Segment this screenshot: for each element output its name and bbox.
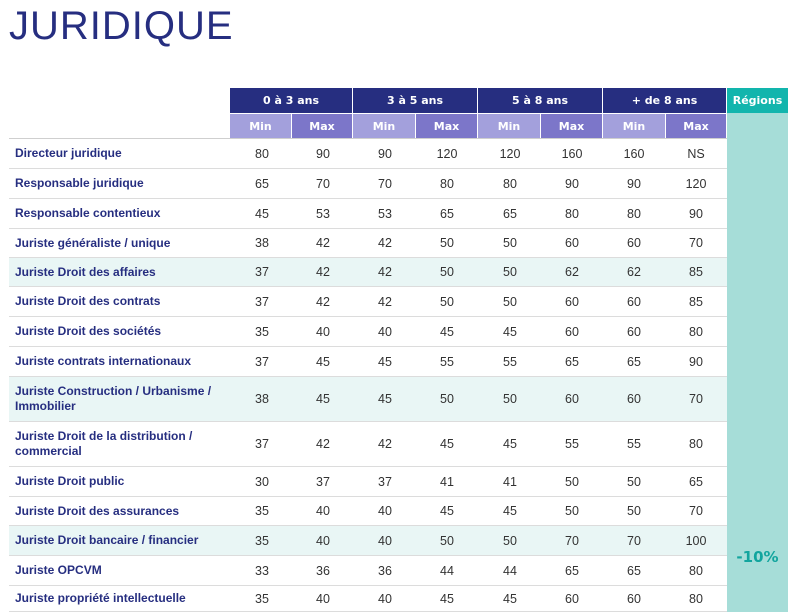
salary-cell: 65: [255, 176, 269, 191]
salary-cell: 50: [440, 533, 454, 548]
salary-cell: 44: [503, 563, 517, 578]
salary-cell: 45: [503, 324, 517, 339]
salary-cell: 53: [316, 206, 330, 221]
band-header-0-3: 0 à 3 ans: [230, 88, 352, 113]
salary-cell: 80: [627, 206, 641, 221]
salary-cell: 80: [255, 146, 269, 161]
sub-header-max: Max: [416, 114, 477, 138]
sub-header-min: Min: [230, 114, 291, 138]
salary-cell: 50: [440, 392, 454, 406]
salary-cell: 40: [316, 591, 330, 606]
salary-cell: 60: [565, 324, 579, 339]
salary-cell: 80: [689, 563, 703, 578]
salary-cell: 35: [255, 591, 269, 606]
table-row: [9, 422, 727, 467]
salary-cell: 50: [440, 265, 454, 279]
table-row: [9, 586, 727, 612]
salary-cell: 50: [503, 236, 517, 250]
salary-cell: 53: [378, 206, 392, 221]
salary-cell: 45: [255, 206, 269, 221]
salary-cell: 45: [503, 437, 517, 451]
salary-cell: 37: [255, 437, 269, 451]
salary-cell: 35: [255, 324, 269, 339]
row-label: Juriste Droit des affaires: [15, 264, 156, 279]
salary-cell: 40: [378, 533, 392, 548]
salary-cell: 36: [316, 563, 330, 578]
salary-cell: 41: [503, 474, 517, 489]
sub-header-max: Max: [666, 114, 726, 138]
salary-cell: NS: [687, 146, 705, 161]
salary-cell: 50: [440, 294, 454, 309]
salary-cell: 38: [255, 392, 269, 406]
salary-cell: 40: [378, 324, 392, 339]
regions-column: [727, 88, 788, 612]
salary-cell: 38: [255, 236, 269, 250]
salary-cell: 45: [378, 392, 392, 406]
salary-cell: 36: [378, 563, 392, 578]
salary-cell: 80: [689, 591, 703, 606]
salary-cell: 45: [316, 354, 330, 369]
salary-cell: 65: [565, 354, 579, 369]
row-label: Responsable juridique: [15, 176, 144, 190]
salary-cell: 70: [689, 392, 703, 406]
salary-cell: 80: [440, 176, 454, 191]
salary-cell: 65: [627, 563, 641, 578]
salary-cell: 42: [378, 265, 392, 279]
sub-header-min: Min: [353, 114, 415, 138]
salary-cell: 100: [685, 533, 707, 548]
salary-cell: 37: [255, 354, 269, 369]
salary-cell: 65: [627, 354, 641, 369]
salary-cell: 120: [499, 146, 521, 161]
sub-header-min: Min: [478, 114, 540, 138]
salary-cell: 60: [565, 392, 579, 406]
salary-cell: 55: [627, 437, 641, 451]
salary-cell: 90: [565, 176, 579, 191]
salary-cell: 90: [378, 146, 392, 161]
salary-cell: 37: [378, 474, 392, 489]
salary-cell: 55: [503, 354, 517, 369]
salary-cell: 70: [565, 533, 579, 548]
salary-cell: 45: [378, 354, 392, 369]
salary-cell: 50: [503, 294, 517, 309]
salary-cell: 65: [689, 474, 703, 489]
table-row: [9, 229, 727, 258]
regions-header: Régions: [727, 88, 788, 113]
band-header-3-5: 3 à 5 ans: [353, 88, 477, 113]
table-row: [9, 169, 727, 199]
salary-cell: 40: [378, 591, 392, 606]
row-label: Juriste Droit public: [15, 474, 125, 488]
salary-cell: 37: [255, 265, 269, 279]
salary-cell: 90: [689, 206, 703, 221]
salary-cell: 45: [316, 392, 330, 406]
salary-cell: 120: [685, 176, 707, 191]
sub-header-max: Max: [541, 114, 602, 138]
salary-cell: 42: [316, 236, 330, 250]
salary-cell: 90: [316, 146, 330, 161]
band-header-5-8: 5 à 8 ans: [478, 88, 602, 113]
salary-cell: 50: [503, 392, 517, 406]
row-label: Juriste Droit de la distribution / commercial: [15, 429, 193, 458]
salary-cell: 50: [503, 533, 517, 548]
salary-cell: 30: [255, 474, 269, 489]
salary-cell: 45: [440, 504, 454, 518]
salary-cell: 50: [565, 504, 579, 518]
row-label: Juriste Droit bancaire / financier: [15, 533, 199, 547]
row-label: Juriste généraliste / unique: [15, 235, 171, 250]
salary-cell: 35: [255, 533, 269, 548]
regions-adjustment-value: -10%: [736, 548, 779, 566]
salary-cell: 35: [255, 504, 269, 518]
row-label: Juriste Construction / Urbanisme / Immobilier: [15, 384, 212, 413]
table-row: [9, 199, 727, 229]
salary-cell: 40: [316, 324, 330, 339]
sub-header-max: Max: [292, 114, 352, 138]
salary-cell: 50: [440, 236, 454, 250]
table-row: [9, 347, 727, 377]
table-row: [9, 467, 727, 497]
salary-cell: 60: [627, 294, 641, 309]
salary-cell: 37: [316, 474, 330, 489]
row-label: Juriste contrats internationaux: [15, 354, 192, 368]
salary-cell: 45: [440, 437, 454, 451]
salary-cell: 90: [627, 176, 641, 191]
salary-cell: 90: [689, 354, 703, 369]
salary-cell: 60: [627, 236, 641, 250]
salary-cell: 40: [316, 533, 330, 548]
salary-cell: 60: [565, 591, 579, 606]
salary-cell: 42: [316, 437, 330, 451]
salary-cell: 62: [565, 265, 579, 279]
salary-cell: 60: [565, 294, 579, 309]
salary-cell: 33: [255, 563, 269, 578]
table-row: [9, 317, 727, 347]
salary-cell: 160: [561, 146, 583, 161]
table-row: [9, 526, 727, 556]
salary-cell: 65: [440, 206, 454, 221]
salary-cell: 50: [627, 474, 641, 489]
salary-cell: 70: [689, 236, 703, 250]
table-row: [9, 287, 727, 317]
salary-cell: 80: [689, 437, 703, 451]
salary-cell: 160: [623, 146, 645, 161]
table-row: [9, 497, 727, 526]
salary-cell: 60: [627, 392, 641, 406]
row-label: Juriste Droit des sociétés: [15, 324, 162, 338]
row-label: Directeur juridique: [15, 146, 122, 160]
salary-cell: 85: [689, 265, 703, 279]
salary-cell: 42: [316, 265, 330, 279]
salary-cell: 80: [503, 176, 517, 191]
table-row: [9, 377, 727, 422]
salary-cell: 80: [565, 206, 579, 221]
salary-cell: 50: [565, 474, 579, 489]
salary-cell: 41: [440, 474, 454, 489]
table-row: [9, 139, 727, 169]
salary-cell: 55: [440, 354, 454, 369]
salary-cell: 65: [565, 563, 579, 578]
salary-cell: 65: [503, 206, 517, 221]
salary-cell: 44: [440, 563, 454, 578]
salary-cell: 60: [627, 591, 641, 606]
salary-cell: 60: [565, 236, 579, 250]
band-header-8-plus: + de 8 ans: [603, 88, 726, 113]
salary-cell: 42: [378, 294, 392, 309]
row-label: Juriste Droit des contrats: [15, 294, 161, 308]
salary-cell: 70: [316, 176, 330, 191]
row-label: Juriste Droit des assurances: [15, 503, 180, 518]
salary-cell: 70: [378, 176, 392, 191]
table-row: [9, 556, 727, 586]
row-label: Responsable contentieux: [15, 206, 161, 220]
salary-cell: 50: [627, 504, 641, 518]
salary-cell: 85: [689, 294, 703, 309]
salary-cell: 45: [503, 591, 517, 606]
salary-cell: 45: [440, 324, 454, 339]
salary-cell: 60: [627, 324, 641, 339]
salary-cell: 45: [503, 504, 517, 518]
row-label: Juriste propriété intellectuelle: [15, 591, 186, 605]
salary-cell: 42: [316, 294, 330, 309]
salary-cell: 42: [378, 236, 392, 250]
salary-cell: 40: [316, 504, 330, 518]
salary-cell: 70: [627, 533, 641, 548]
salary-cell: 70: [689, 504, 703, 518]
page-title: JURIDIQUE: [9, 4, 234, 48]
salary-cell: 37: [255, 294, 269, 309]
salary-cell: 62: [627, 265, 641, 279]
salary-cell: 80: [689, 324, 703, 339]
table-row: [9, 258, 727, 287]
salary-cell: 42: [378, 437, 392, 451]
salary-cell: 40: [378, 504, 392, 518]
row-label: Juriste OPCVM: [15, 563, 102, 577]
salary-cell: 120: [436, 146, 458, 161]
salary-cell: 50: [503, 265, 517, 279]
sub-header-min: Min: [603, 114, 665, 138]
salary-cell: 45: [440, 591, 454, 606]
salary-cell: 55: [565, 437, 579, 451]
